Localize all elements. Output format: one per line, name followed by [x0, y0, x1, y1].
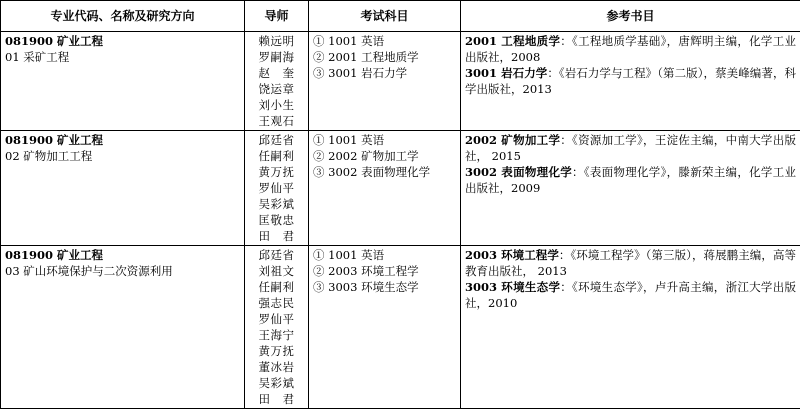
exam-subject: ③ 3001 岩石力学: [313, 65, 456, 81]
reference-entry: [465, 164, 796, 196]
advisor-name: 罗仙平: [249, 311, 304, 327]
reference-cell: [461, 131, 800, 246]
exam-cell: [309, 32, 461, 131]
advisor-name: 黄万抚: [249, 343, 304, 359]
reference-subject: 3002 表面物理化学: [465, 165, 572, 179]
reference-text: ：《岩石力学与工程》（第二版），蔡美峰编著，科学出版社，2013: [465, 66, 796, 96]
major-cell: [1, 32, 245, 131]
advisor-cell: [245, 32, 309, 131]
reference-entry: [465, 132, 796, 164]
exam-subject: ① 1001 英语: [313, 33, 456, 49]
header-exam: 考试科目: [309, 1, 461, 32]
advisor-cell: [245, 246, 309, 409]
advisor-name: 邱廷省: [249, 247, 304, 263]
advisor-name: 赵 奎: [249, 65, 304, 81]
reference-text: ：《表面物理化学》，滕新荣主编，化学工业出版社，2009: [465, 165, 796, 195]
advisor-name: 董冰岩: [249, 359, 304, 375]
exam-subject: ① 1001 英语: [313, 247, 456, 263]
reference-entry: [465, 247, 796, 279]
advisor-name: 匡敬忠: [249, 212, 304, 228]
exam-subject: ② 2003 环境工程学: [313, 263, 456, 279]
advisor-name: 饶运章: [249, 81, 304, 97]
reference-text: ：《环境生态学》，卢升高主编，浙江大学出版社，2010: [465, 280, 796, 310]
major-code: 081900 矿业工程: [5, 132, 240, 148]
reference-text: ：《资源加工学》，王淀佐主编，中南大学出版社， 2015: [465, 133, 796, 163]
research-direction: 02 矿物加工工程: [5, 148, 240, 164]
exam-cell: [309, 131, 461, 246]
advisor-name: 赖远明: [249, 33, 304, 49]
table-row: [1, 32, 800, 131]
reference-entry: [465, 33, 796, 65]
major-code: 081900 矿业工程: [5, 33, 240, 49]
major-code: 081900 矿业工程: [5, 247, 240, 263]
reference-cell: [461, 32, 800, 131]
exam-subject: ③ 3002 表面物理化学: [313, 164, 456, 180]
advisor-name: 田 君: [249, 228, 304, 244]
exam-subject: ③ 3003 环境生态学: [313, 279, 456, 295]
advisor-name: 邱廷省: [249, 132, 304, 148]
advisor-name: 刘小生: [249, 97, 304, 113]
advisor-name: 刘祖文: [249, 263, 304, 279]
exam-subject: ① 1001 英语: [313, 132, 456, 148]
header-advisor: 导师: [245, 1, 309, 32]
major-cell: [1, 131, 245, 246]
reference-subject: 2001 工程地质学: [465, 34, 560, 48]
reference-subject: 3001 岩石力学: [465, 66, 547, 80]
advisor-name: 黄万抚: [249, 164, 304, 180]
header-major: 专业代码、名称及研究方向: [1, 1, 245, 32]
advisor-name: 田 君: [249, 391, 304, 407]
advisor-name: 王观石: [249, 113, 304, 129]
table-row: [1, 246, 800, 409]
research-direction: 03 矿山环境保护与二次资源利用: [5, 263, 240, 279]
reference-subject: 3003 环境生态学: [465, 280, 560, 294]
advisor-cell: [245, 131, 309, 246]
exam-subject: ② 2002 矿物加工学: [313, 148, 456, 164]
reference-text: ：《环境工程学》（第三版），蒋展鹏主编，高等教育出版社， 2013: [465, 248, 796, 278]
advisor-name: 罗仙平: [249, 180, 304, 196]
reference-cell: [461, 246, 800, 409]
reference-subject: 2003 环境工程学: [465, 248, 559, 262]
header-row: [1, 1, 800, 32]
exam-subject: ② 2001 工程地质学: [313, 49, 456, 65]
reference-entry: [465, 65, 796, 97]
advisor-name: 任嗣利: [249, 279, 304, 295]
advisor-name: 任嗣利: [249, 148, 304, 164]
advisor-name: 强志民: [249, 295, 304, 311]
major-cell: [1, 246, 245, 409]
table-row: [1, 131, 800, 246]
advisor-name: 罗嗣海: [249, 49, 304, 65]
advisor-name: 吴彩斌: [249, 196, 304, 212]
advisor-name: 王海宁: [249, 327, 304, 343]
advisor-name: 吴彩斌: [249, 375, 304, 391]
reference-text: ：《工程地质学基础》，唐辉明主编，化学工业出版社，2008: [465, 34, 796, 64]
research-direction: 01 采矿工程: [5, 49, 240, 65]
reference-subject: 2002 矿物加工学: [465, 133, 560, 147]
header-reference: 参考书目: [461, 1, 800, 32]
exam-cell: [309, 246, 461, 409]
reference-entry: [465, 279, 796, 311]
